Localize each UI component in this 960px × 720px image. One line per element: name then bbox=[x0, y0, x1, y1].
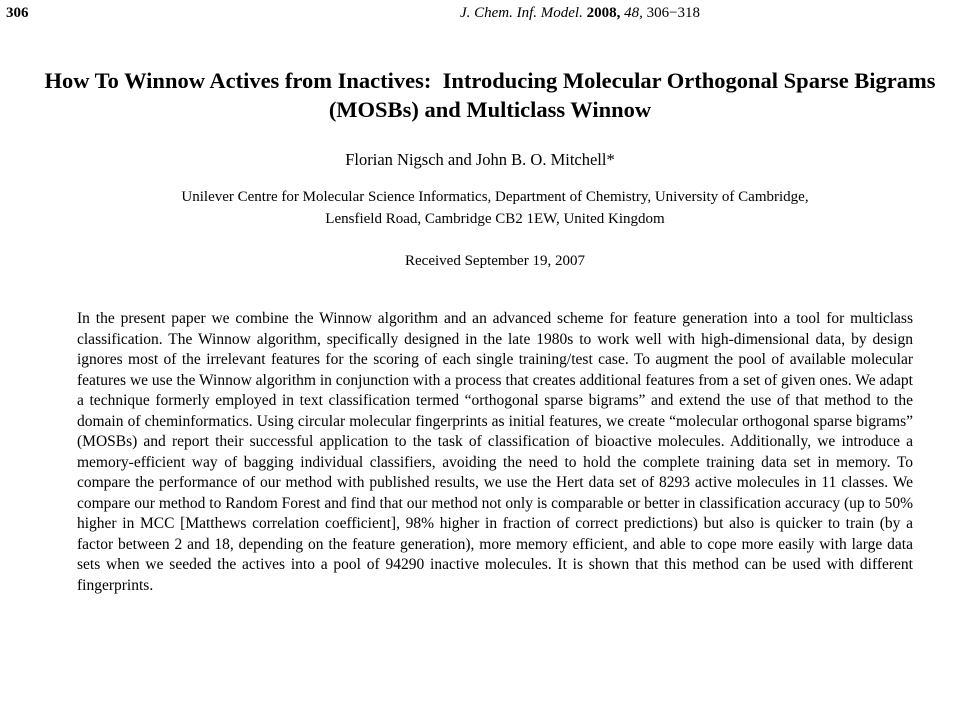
journal-name: J. Chem. Inf. Model. bbox=[459, 5, 583, 21]
author-affiliation bbox=[0, 186, 960, 230]
journal-year: 2008, bbox=[586, 5, 621, 21]
journal-citation-header bbox=[0, 5, 960, 22]
article-title: How To Winnow Actives from Inactives: Introducing Molecular Orthogonal Sparse Bigrams (MOSBs) and Multiclass Winnow bbox=[44, 68, 936, 122]
received-date: Received September 19, 2007 bbox=[405, 253, 585, 269]
journal-pages: 306−318 bbox=[646, 5, 701, 21]
article-authors: Florian Nigsch and John B. O. Mitchell* bbox=[345, 150, 615, 169]
affiliation-line-1: Unilever Centre for Molecular Science Informatics, Department of Chemistry, University of Cambridge, bbox=[181, 189, 809, 205]
journal-volume: 48, bbox=[624, 5, 643, 21]
abstract-text: In the present paper we combine the Winnow algorithm and an advanced scheme for feature generation into a tool for multiclass classification. The Winnow algorithm, specifically designed in the late 1980s to work well with high-dimensional data, by design ignores most of the irrelevant features for the scoring of each single training/test case. To augment the pool of available molecular features we use the Winnow algorithm in conjunction with a process that creates additional features from a set of given ones. We adapt a technique formerly employed in text classification termed “orthogonal sparse bigrams” and extend the use of that method to the domain of cheminformatics. Using circular molecular fingerprints as initial features, we create “molecular orthogonal sparse bigrams” (MOSBs) and report their successful application to the task of classification of bioactive molecules. Additionally, we introduce a memory-efficient way of bagging individual classifiers, avoiding the need to hold the complete training data set in memory. To compare the performance of our method with published results, we use the Hert data set of 8293 active molecules in 11 classes. We compare our method to Random Forest and find that our method not only is comparable or better in classification accuracy (up to 50% higher in MCC [Matthews correlation coefficient], 98% higher in fraction of correct predictions) but also is quicker to train (by a factor between 2 and 18, depending on the feature generation), more memory efficient, and able to cope more easily with large data sets when we seeded the actives into a pool of 94290 inactive molecules. It is shown that this method can be used with different fingerprints. bbox=[77, 310, 913, 594]
affiliation-line-2: Lensfield Road, Cambridge CB2 1EW, United Kingdom bbox=[325, 211, 665, 227]
page-number: 306 bbox=[6, 5, 29, 21]
